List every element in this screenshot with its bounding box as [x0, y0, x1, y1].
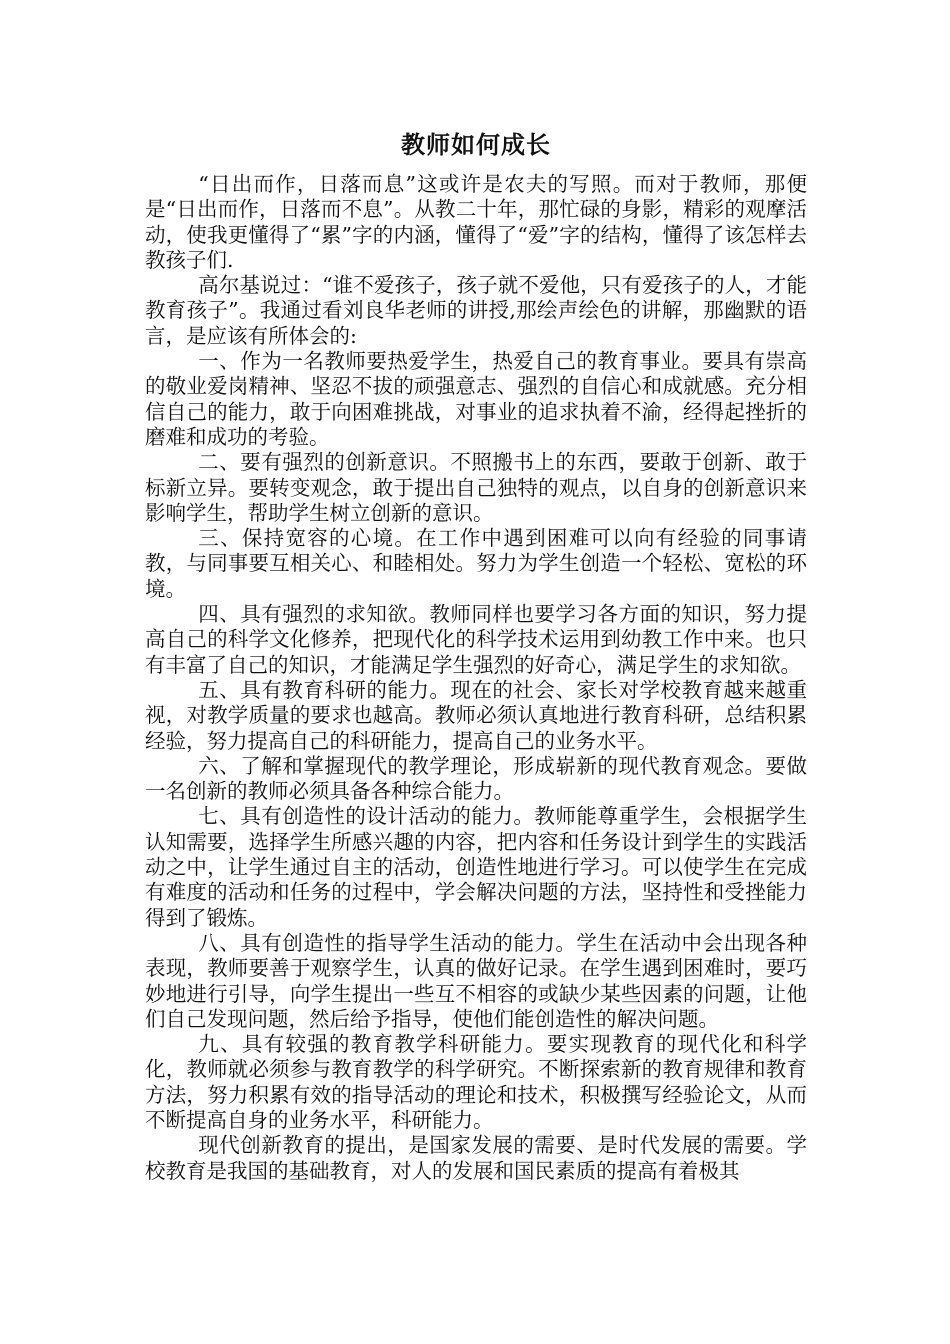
paragraph-point-7: 七、具有创造性的设计活动的能力。教师能尊重学生，会根据学生认知需要，选择学生所感兴趣的内容，把内容和任务设计到学生的实践活动之中，让学生通过自主的活动，创造性地进行学习。可以使学生在完成有难度的活动和任务的过程中，学会解决问题的方法，坚持性和受挫能力得到了锻炼。 [145, 804, 807, 930]
paragraph-point-9: 九、具有较强的教育教学科研能力。要实现教育的现代化和科学化，教师就必须参与教育教学的科学研究。不断探索新的教育规律和教育方法，努力积累有效的指导活动的理论和技术，积极撰写经验论文，从而不断提高自身的业务水平，科研能力。 [145, 1032, 807, 1132]
paragraph-gorky-quote: 高尔基说过：“谁不爱孩子，孩子就不爱他，只有爱孩子的人，才能教育孩子”。我通过看刘良华老师的讲授,那绘声绘色的讲解，那幽默的语言，是应该有所体会的: [145, 273, 807, 348]
paragraph-conclusion: 现代创新教育的提出，是国家发展的需要、是时代发展的需要。学校教育是我国的基础教育，对人的发展和国民素质的提高有着极其 [145, 1133, 807, 1183]
paragraph-point-1: 一、作为一名教师要热爱学生，热爱自己的教育事业。要具有崇高的敬业爱岗精神、坚忍不拔的顽强意志、强烈的自信心和成就感。充分相信自己的能力，敢于向困难挑战，对事业的追求执着不渝，经得起挫折的磨难和成功的考验。 [145, 349, 807, 449]
paragraph-point-2: 二、要有强烈的创新意识。不照搬书上的东西，要敢于创新、敢于标新立异。要转变观念，敢于提出自己独特的观点，以自身的创新意识来影响学生，帮助学生树立创新的意识。 [145, 450, 807, 525]
document-title: 教师如何成长 [401, 131, 551, 159]
paragraph-point-3: 三、保持宽容的心境。在工作中遇到困难可以向有经验的同事请教，与同事要互相关心、和睦相处。努力为学生创造一个轻松、宽松的环境。 [145, 526, 807, 601]
paragraph-point-4: 四、具有强烈的求知欲。教师同样也要学习各方面的知识，努力提高自己的科学文化修养，把现代化的科学技术运用到幼教工作中来。也只有丰富了自己的知识，才能满足学生强烈的好奇心，满足学生的求知欲。 [145, 602, 807, 677]
paragraph-point-8: 八、具有创造性的指导学生活动的能力。学生在活动中会出现各种表现，教师要善于观察学生，认真的做好记录。在学生遇到困难时，要巧妙地进行引导，向学生提出一些互不相容的或缺少某些因素的问题，让他们自己发现问题，然后给予指导，使他们能创造性的解决问题。 [145, 930, 807, 1031]
paragraph-point-6: 六、了解和掌握现代的教学理论，形成崭新的现代教育观念。要做一名创新的教师必须具备各种综合能力。 [145, 753, 807, 804]
document-page [145, 130, 807, 1184]
paragraph-point-5: 五、具有教育科研的能力。现在的社会、家长对学校教育越来越重视，对教学质量的要求也越高。教师必须认真地进行教育科研，总结积累经验，努力提高自己的科研能力，提高自己的业务水平。 [145, 677, 807, 753]
paragraph-intro: “日出而作，日落而息”这或许是农夫的写照。而对于教师，那便是“日出而作，日落而不息”。从教二十年，那忙碌的身影，精彩的观摩活动，使我更懂得了“累”字的内涵，懂得了“爱”字的结构，懂得了该怎样去教孩子们. [145, 172, 807, 272]
